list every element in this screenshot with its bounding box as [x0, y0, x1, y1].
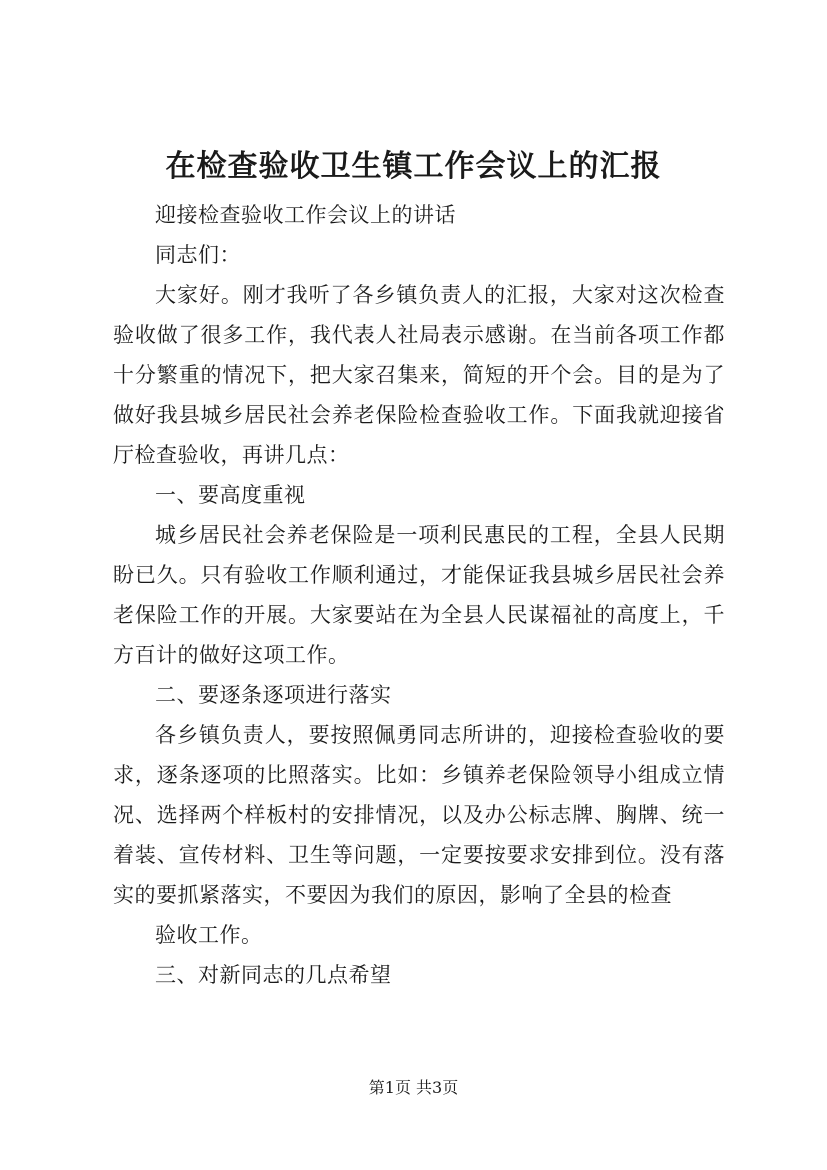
section-heading-1: 一、要高度重视: [155, 483, 306, 507]
paragraph-section-1: 城乡居民社会养老保险是一项利民惠民的工程，全县人民期盼已久。只有验收工作顺利通过，才能保证我县城乡居民社会养老保险工作的开展。大家要站在为全县人民谋福祉的高度上，千方百计的做好这项工作。: [113, 523, 725, 667]
section-heading-2: 二、要逐条逐项进行落实: [155, 683, 392, 707]
section-heading-3: 三、对新同志的几点希望: [155, 963, 392, 987]
document-body: [113, 195, 725, 995]
paragraph-salutation: 同志们：: [155, 243, 241, 267]
page-number-footer: 第1页 共3页: [368, 1078, 459, 1097]
paragraph-continuation: 验收工作。: [155, 923, 263, 947]
document-title: 在检查验收卫生镇工作会议上的汇报: [165, 149, 662, 184]
paragraph-intro: 大家好。刚才我听了各乡镇负责人的汇报，大家对这次检查验收做了很多工作，我代表人社局表示感谢。在当前各项工作都十分繁重的情况下，把大家召集来，简短的开个会。目的是为了做好我县城乡居民社会养老保险检查验收工作。下面我就迎接省厅检查验收，再讲几点：: [113, 283, 725, 467]
paragraph-subtitle: 迎接检查验收工作会议上的讲话: [155, 203, 456, 227]
paragraph-section-2: 各乡镇负责人，要按照佩勇同志所讲的，迎接检查验收的要求，逐条逐项的比照落实。比如：乡镇养老保险领导小组成立情况、选择两个样板村的安排情况，以及办公标志牌、胸牌、统一着装、宣传材料、卫生等问题，一定要按要求安排到位。没有落实的要抓紧落实，不要因为我们的原因，影响了全县的检查: [113, 723, 725, 907]
